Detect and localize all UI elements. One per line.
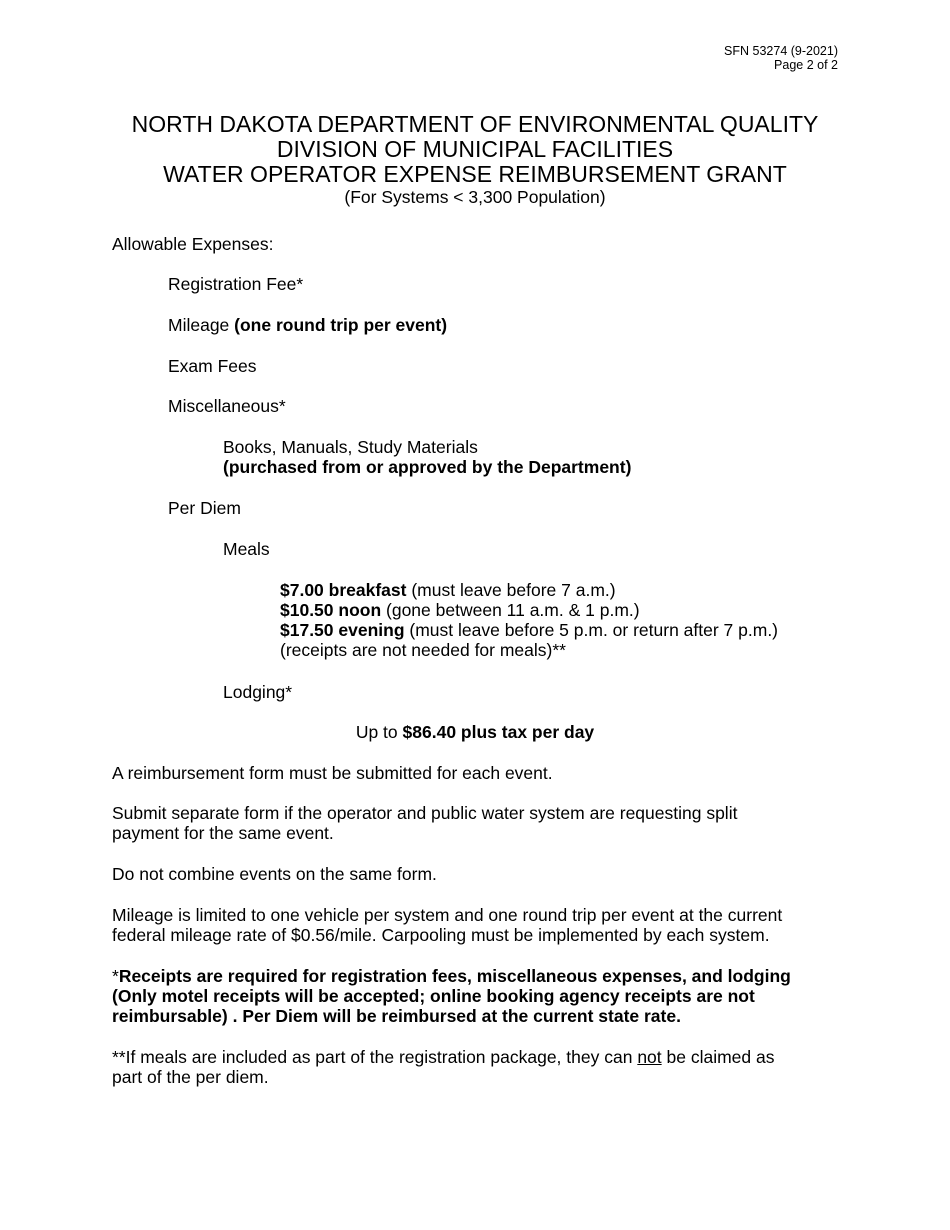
title-division: DIVISION OF MUNICIPAL FACILITIES	[276, 136, 674, 162]
title-eligibility: (For Systems < 3,300 Population)	[344, 187, 606, 207]
note-receipts-line2: (Only motel receipts will be accepted; online booking agency receipts are not	[112, 986, 755, 1006]
receipts-text-3a: reimbursable)	[112, 1006, 233, 1026]
misc-items: Books, Manuals, Study Materials	[223, 437, 478, 457]
expense-mileage	[168, 315, 447, 335]
note-meals-included-line2: part of the per diem.	[112, 1067, 269, 1087]
meal-evening	[280, 620, 778, 640]
note-meals-included-line1	[112, 1047, 774, 1067]
lodging-prefix: Up to	[355, 722, 403, 742]
meals-included-text-a: **If meals are included as part of the registration package, they can	[112, 1047, 638, 1067]
expense-miscellaneous: Miscellaneous*	[168, 396, 286, 416]
mileage-label: Mileage	[168, 315, 235, 335]
per-diem-lodging: Lodging*	[223, 682, 293, 702]
page-number: Page 2 of 2	[774, 58, 838, 72]
title-program: WATER OPERATOR EXPENSE REIMBURSEMENT GRANT	[163, 161, 787, 187]
note-split-payment-line1: Submit separate form if the operator and public water system are requesting split	[112, 803, 738, 823]
mileage-note: (one round trip per event)	[234, 315, 448, 335]
note-receipts-line1	[112, 966, 791, 986]
receipts-text-3b: . Per Diem will be reimbursed at the current state rate.	[232, 1006, 681, 1026]
lodging-rate	[0, 722, 950, 742]
note-split-payment-line2: payment for the same event.	[112, 823, 334, 843]
meals-included-text-b: be claimed as	[661, 1047, 775, 1067]
misc-note: (purchased from or approved by the Department)	[223, 457, 632, 477]
noon-amount: $10.50 noon	[280, 600, 382, 620]
meal-noon	[280, 600, 640, 620]
note-one-form-per-event: A reimbursement form must be submitted for each event.	[112, 763, 553, 783]
lodging-amount: $86.40 plus tax per day	[402, 722, 595, 742]
form-identifier	[724, 44, 838, 72]
allowable-expenses-heading: Allowable Expenses:	[112, 234, 274, 254]
meals-included-not: not	[637, 1047, 662, 1067]
per-diem-meals: Meals	[223, 539, 270, 559]
form-number: SFN 53274 (9-2021)	[724, 44, 838, 58]
expense-exam-fees: Exam Fees	[168, 356, 257, 376]
title-agency: NORTH DAKOTA DEPARTMENT OF ENVIRONMENTAL QUALITY	[131, 111, 819, 137]
document-title	[0, 112, 950, 208]
note-receipts-line3	[112, 1006, 681, 1026]
expense-registration: Registration Fee*	[168, 274, 304, 294]
note-no-combine: Do not combine events on the same form.	[112, 864, 437, 884]
noon-note: (gone between 11 a.m. & 1 p.m.)	[381, 600, 640, 620]
meals-receipts-note: (receipts are not needed for meals)**	[280, 640, 566, 660]
evening-note: (must leave before 5 p.m. or return after 7 p.m.)	[404, 620, 779, 640]
note-mileage-line2: federal mileage rate of $0.56/mile. Carpooling must be implemented by each system.	[112, 925, 770, 945]
note-mileage-line1: Mileage is limited to one vehicle per system and one round trip per event at the current	[112, 905, 783, 925]
breakfast-note: (must leave before 7 a.m.)	[406, 580, 616, 600]
receipts-star: *	[112, 966, 119, 986]
meal-breakfast	[280, 580, 616, 600]
breakfast-amount: $7.00 breakfast	[280, 580, 407, 600]
receipts-text-1: Receipts are required for registration fees, miscellaneous expenses, and lodging	[118, 966, 791, 986]
expense-per-diem: Per Diem	[168, 498, 241, 518]
evening-amount: $17.50 evening	[280, 620, 405, 640]
